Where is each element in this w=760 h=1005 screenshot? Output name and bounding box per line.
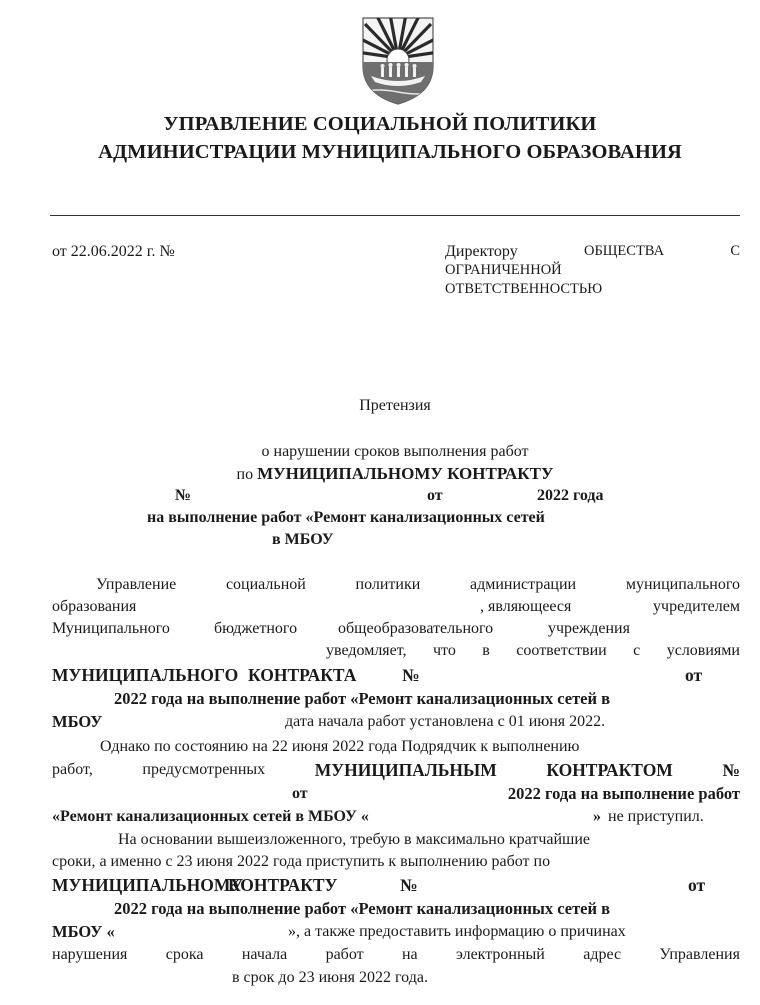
addressee-block	[445, 242, 740, 299]
word: МУНИЦИПАЛЬНОМУ	[52, 875, 244, 895]
body-line: Однако по состоянию на 22 июня 2022 года Подрядчик к выполнению	[100, 738, 580, 755]
body-line	[52, 596, 740, 618]
word: Управления	[659, 946, 740, 963]
document-date-number: от 22.06.2022 г. №	[52, 243, 175, 260]
word: №	[722, 760, 740, 780]
word: муниципального	[625, 576, 740, 593]
word: предусмотренных	[142, 761, 266, 778]
word: срока	[165, 946, 204, 963]
subject-year: 2022 года	[537, 487, 604, 504]
word: КОНТРАКТОМ	[546, 760, 673, 780]
addressee-line-1	[445, 242, 740, 261]
subject-number-sign: №	[175, 487, 192, 504]
addressee-word: Директору	[445, 243, 518, 260]
word: общеобразовательного	[338, 620, 494, 637]
word: что	[433, 642, 456, 659]
word: адрес	[583, 946, 622, 963]
org-title-line-1: УПРАВЛЕНИЕ СОЦИАЛЬНОЙ ПОЛИТИКИ	[163, 113, 597, 135]
subject-line-4: на выполнение работ «Ремонт канализационных сетей	[147, 509, 545, 526]
subject-line-5: в МБОУ	[272, 531, 334, 548]
body-line	[96, 574, 740, 596]
body-line	[52, 874, 740, 896]
document-type: Претензия	[359, 397, 431, 414]
word: №	[402, 665, 420, 685]
word: Управление	[96, 576, 177, 593]
body-line	[52, 921, 740, 944]
word: бюджетного	[214, 620, 298, 637]
word: от	[688, 875, 706, 895]
word: работ	[325, 946, 364, 963]
word: от	[292, 785, 308, 802]
word: МУНИЦИПАЛЬНЫМ	[314, 760, 497, 780]
addressee-line-2: ОГРАНИЧЕННОЙ	[445, 262, 562, 278]
word: на	[401, 946, 418, 963]
word: КОНТРАКТУ	[228, 875, 338, 895]
org-title-line-2: АДМИНИСТРАЦИИ МУНИЦИПАЛЬНОГО ОБРАЗОВАНИЯ	[98, 141, 682, 163]
word: «Ремонт канализационных сетей в МБОУ «	[52, 808, 369, 825]
subject-line-3	[175, 485, 620, 507]
body-line: в срок до 23 июня 2022 года.	[232, 969, 428, 986]
word: дата начала работ установлена с 01 июня 2022.	[285, 713, 606, 730]
word: образования	[52, 598, 137, 615]
body-line	[326, 640, 740, 662]
word: КОНТРАКТА	[248, 665, 357, 685]
word: начала	[241, 946, 288, 963]
word: работ,	[52, 761, 93, 778]
word: , являющееся	[480, 598, 572, 615]
word: МБОУ	[52, 712, 103, 731]
word: электронный	[456, 946, 545, 963]
addressee-line-3: ОТВЕТСТВЕННОСТЬЮ	[445, 281, 603, 297]
word: с	[633, 642, 641, 659]
body-line: На основании вышеизложенного, требую в максимально кратчайшие	[118, 831, 591, 848]
body-line	[52, 806, 740, 828]
body-line	[52, 944, 740, 966]
word: 2022 года на выполнение работ	[507, 784, 740, 803]
coat-of-arms-emblem	[357, 14, 439, 108]
subject-line-2	[0, 463, 760, 486]
word: Муниципального	[52, 620, 170, 637]
header-divider	[50, 215, 740, 216]
word: учреждения	[548, 620, 630, 637]
body-line: 2022 года на выполнение работ «Ремонт канализационных сетей в	[114, 899, 611, 918]
word: », а также предоставить информацию о причинах	[288, 923, 626, 940]
subject-line-2-prefix: по	[236, 466, 254, 483]
body-line: 2022 года на выполнение работ «Ремонт канализационных сетей в	[114, 689, 611, 708]
word: учредителем	[653, 598, 740, 615]
addressee-word: ОБЩЕСТВА	[584, 243, 665, 259]
body-line	[52, 711, 740, 734]
body-line: сроки, а именно с 23 июня 2022 года приступить к выполнению работ по	[52, 853, 551, 870]
body-line	[52, 759, 740, 781]
word: политики	[355, 576, 421, 593]
word: нарушения	[52, 946, 128, 963]
word: МУНИЦИПАЛЬНОГО	[52, 665, 239, 685]
word: №	[400, 875, 418, 895]
word: »	[593, 808, 601, 825]
word: соответствии	[516, 642, 607, 659]
word: уведомляет,	[326, 642, 407, 659]
subject-line-2-bold: МУНИЦИПАЛЬНОМУ КОНТРАКТУ	[257, 464, 554, 483]
word: администрации	[469, 576, 577, 593]
word: условиями	[666, 642, 740, 659]
word: социальной	[225, 576, 306, 593]
word: в	[482, 642, 490, 659]
subject-from: от	[427, 487, 443, 504]
word: от	[685, 665, 703, 685]
subject-line-1: о нарушении сроков выполнения работ	[261, 443, 529, 460]
body-line	[52, 664, 740, 686]
word: не приступил.	[608, 808, 704, 825]
addressee-word: С	[730, 243, 740, 259]
word: МБОУ «	[52, 922, 115, 941]
body-line	[52, 618, 740, 640]
